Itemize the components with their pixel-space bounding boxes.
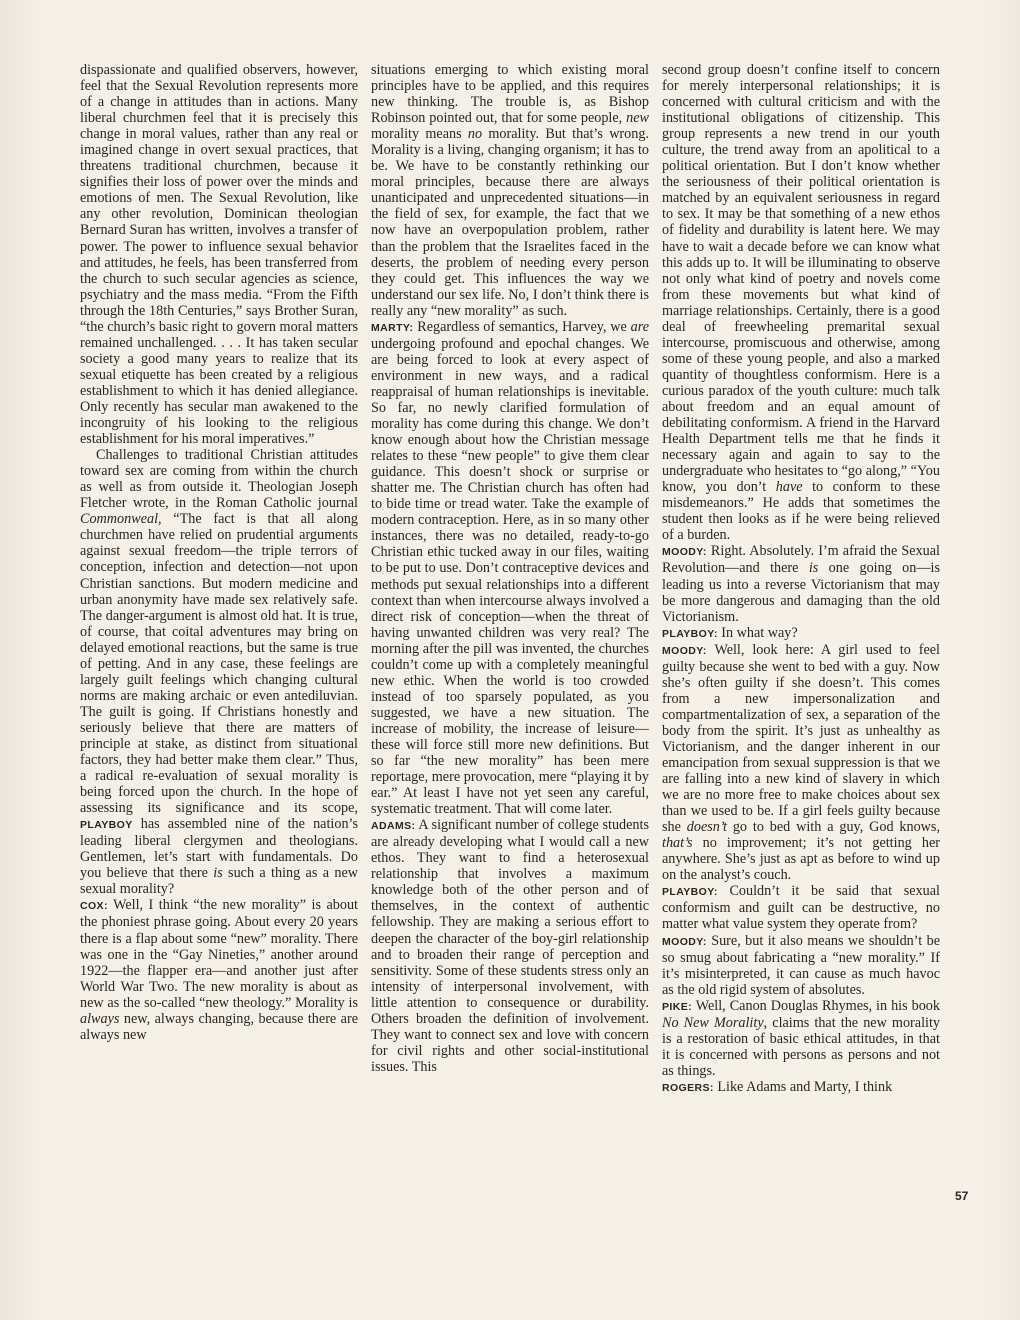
body-text: situations emerging to which existing moral principles have to be applied, and this requires new thinking. The trouble is, as Bishop Robinson pointed out, that for some people, xyxy=(371,62,649,127)
body-text: morality means xyxy=(371,126,468,143)
body-text: new, always changing, because there are always new xyxy=(80,1010,358,1043)
paragraph xyxy=(371,817,649,1075)
body-text: to conform to these misdemeanors.” He adds that sometimes the student then looks as if he were being relieved of a burden. xyxy=(662,479,940,544)
body-text: Well, look here: A girl used to feel guilty because she went to bed with a guy. Now she’s often guilty if she doesn’t. This comes from a new impersonalization and compartmentalization of sex, a separation of the body from the spirit. It’s just as unhealthy as Victorianism, and the danger inherent in our emancipation from sexual suppression is that we are falling into a new kind of slavery in which we are no more free to make choices about sex than we used to be. If a girl feels guilty because she xyxy=(662,641,940,836)
body-text: Right. Absolutely. I’m afraid the Sexual Revolution—and there xyxy=(662,543,940,577)
speaker-label: MARTY: xyxy=(371,321,414,334)
body-text: second group doesn’t confine itself to concern for merely interpersonal relationships; it is concerned with cultural criticism and with the institutional obligations of citizenship. This group represents a new trend in our youth culture, the trend away from an apolitical to a political orientation. But I don’t know whether the seriousness of their political orientation is matched by an equivalent seriousness in regard to sex. It may be that something of a new ethos of fidelity and durability is latent here. We may have to wait a decade before we can know what this adds up to. It will be illuminating to observe not only what kind of poetry and novels come from these movements but what kind of marriage relationships. Certainly, there is a good deal of freewheeling premarital sexual intercourse, promiscuous and otherwise, among some of these young people, and also a marked quantity of thoughtless conformism. Here is a curious paradox of the youth culture: much talk about freedom and an equal amount of debilitating conformism. A friend in the Harvard Health Department tells me that he finds it necessary again and again to say to the undergraduate who hesitates to “go along,” “You know, you don’t xyxy=(662,62,940,496)
column-3 xyxy=(662,62,940,1262)
emphasis-text: are xyxy=(630,318,649,335)
body-text: In what way? xyxy=(717,624,798,641)
paragraph xyxy=(662,883,940,932)
body-text: undergoing profound and epochal changes. We are being forced to look at every aspect of environment in new ways, and a radical reappraisal of human relationships is inevitable. So far, no newly clarified formulation of morality has come during this change. We don’t know enough about how the Christian message relates to these “new people” to give them clear guidance. This doesn’t shock or surprise or shatter me. The Christian church has often had to bide time or tread water. Take the example of modern contraception. Here, as in so many other instances, there was no detailed, ready-to-go Christian ethic tucked away in our files, waiting to be put to use. Don’t contraceptive devices and methods put sexual relationships into a different context than when intercourse always involved a direct risk of conception—when the threat of having unwanted children was very real? The morning after the pill was invented, the churches couldn’t come up with a completely meaningful new ethic. When the world is too crowded instead of too sparsely populated, as you suggested, we have a new situation. The increase of mobility, the increase of leisure—these will force still more new definitions. But so far “the new morality” has been mere reportage, mere provocation, mere “playing it by ear.” At least I have not yet seen any careful, systematic treatment. That will come later. xyxy=(371,335,649,818)
emphasis-text: no xyxy=(467,126,483,143)
paragraph xyxy=(662,642,940,884)
body-text: A significant number of college students are already developing what I would call a new ethos. They want to find a heterosexual relationship that involves a maximum knowledge both of the other person and of themselves, in the context of authentic fellowship. They are making a serious effort to deepen the character of the boy-girl relationship and to broaden their range of perception and sensitivity. Some of these students stress only an intensity of interpersonal involvement, with little attention to consequence or durability. Others broaden the definition of involvement. They want to connect sex and love with concern for civil rights and other social-institutional issues. This xyxy=(371,817,649,1075)
paragraph xyxy=(662,543,940,624)
body-text: Couldn’t it be said that sexual conformism and guilt can be destructive, no matter what value system they operate from? xyxy=(662,883,940,933)
emphasis-text: Commonweal xyxy=(80,511,159,528)
emphasis-text: that’s xyxy=(662,835,693,852)
emphasis-text: new xyxy=(626,110,649,127)
body-text: , “The fact is that all along churchmen have relied on prudential arguments against sexual freedom—the triple terrors of conception, infection and detection—not upon Christian sanctions. But modern medicine and urban anonymity have made sex relatively safe. The danger-argument is almost old hat. It is true, of course, that coital adventures may bring on delayed emotional reactions, but the same is true of petting. And in any case, these feelings are largely guilt feelings which changing cultural norms are making archaic or even antediluvian. The guilt is going. If Christians honestly and seriously believe that there are matters of principle at stake, as distinct from situational factors, they had better make them clear.” Thus, a radical re-evaluation of sexual morality is being forced upon the church. In the hope of assessing its significance and its scope, xyxy=(80,511,358,817)
paragraph xyxy=(662,998,940,1079)
article-columns xyxy=(80,62,940,1262)
paragraph xyxy=(80,897,358,1042)
body-text: dispassionate and qualified observers, however, feel that the Sexual Revolution represents more of a change in attitudes than in actions. Many liberal churchmen feel that it is precisely this change in moral values, rather than any real or imagined change in overt sexual practices, that threatens traditional churchmen, because it signifies their loss of power over the minds and emotions of men. The Sexual Revolution, like any other revolution, Dominican theologian Bernard Suran has written, involves a transfer of power. The power to influence sexual behavior and attitudes, he feels, has been transferred from the church to such secular agencies as science, psychiatry and the mass media. “From the Fifth through the 18th Centuries,” says Brother Suran, “the church’s basic right to govern moral matters remained unchallenged. . . . It has taken secular society a good many years to realize that its sexual etiquette has been created by a religious establishment to which it has denied allegiance. Only recently has secular man awakened to the incongruity of his looking to the religious establishment for his moral imperatives.” xyxy=(80,62,358,448)
page-number: 57 xyxy=(955,1189,969,1203)
speaker-label: MOODY: xyxy=(662,935,707,948)
body-text: go to bed with a guy, God knows, xyxy=(726,819,940,836)
emphasis-text: always xyxy=(80,1010,120,1027)
body-text: Sure, but it also means we shouldn’t be so smug about fabricating a “new morality.” If it’s misinterpreted, it can cause as much havoc as the old rigid system of absolutes. xyxy=(662,932,940,998)
body-text: Challenges to traditional Christian attitudes toward sex are coming from within the church as well as from outside it. Theologian Joseph Fletcher wrote, in the Roman Catholic journal xyxy=(80,447,358,512)
speaker-label: PLAYBOY: xyxy=(662,886,718,899)
speaker-label: MOODY: xyxy=(662,546,707,559)
publication-name: PLAYBOY xyxy=(80,819,133,832)
body-text: Well, I think “the new morality” is about the phoniest phrase going. About every 20 years there is a flap about some “new” morality. There was one in the “Gay Nineties,” another around 1922—the flapper era—and another just after World War Two. The new morality is about as new as the so-called “new theology.” Morality is xyxy=(80,897,358,1011)
paragraph xyxy=(662,625,940,642)
body-text: , claims that the new morality is a restoration of basic ethical attitudes, in that it is concerned with persons as persons and not as things. xyxy=(662,1014,940,1079)
speaker-label: PIKE: xyxy=(662,1000,693,1013)
emphasis-text: have xyxy=(775,479,803,496)
column-2 xyxy=(371,62,649,1262)
body-text: Well, Canon Douglas Rhymes, in his book xyxy=(692,997,940,1014)
body-text: morality. But that’s wrong. Morality is a living, changing organism; it has to be. We have to be constantly rethinking our moral principles, because there are always unanticipated and unprecedented situations—in the field of sex, for example, the fact that we now have an overpopulation problem, rather than the problem that the Israelites faced in the deserts, the problem of needing every person they could get. This influences the way we understand our sex life. No, I don’t think there is really any “new morality” as such. xyxy=(371,126,649,319)
emphasis-text: doesn’t xyxy=(686,819,727,836)
paragraph xyxy=(80,447,358,897)
body-text: Regardless of semantics, Harvey, we xyxy=(413,318,631,335)
paragraph xyxy=(662,933,940,998)
body-text: such a thing as a new sexual morality? xyxy=(80,865,358,898)
speaker-label: COX: xyxy=(80,900,108,913)
body-text: one going on—is leading us into a reverse Victorianism that may be more dangerous and damaging than the old Victorianism. xyxy=(662,560,940,625)
body-text: no improvement; it’s not getting her anywhere. She’s just as apt as before to wind up on the analyst’s couch. xyxy=(662,835,940,884)
paragraph xyxy=(662,1079,940,1096)
paragraph xyxy=(662,62,940,543)
speaker-label: PLAYBOY: xyxy=(662,627,718,640)
emphasis-text: is xyxy=(808,560,819,577)
body-text: has assembled nine of the nation’s leading liberal clergymen and theologians. Gentlemen, let’s start with fundamentals. Do you believe that there xyxy=(80,816,358,882)
column-1 xyxy=(80,62,358,1262)
speaker-label: MOODY: xyxy=(662,644,707,657)
paragraph xyxy=(371,62,649,319)
paragraph xyxy=(371,319,649,817)
speaker-label: ROGERS: xyxy=(662,1081,714,1094)
paragraph xyxy=(80,62,358,447)
emphasis-text: No New Morality xyxy=(662,1014,764,1031)
body-text: Like Adams and Marty, I think xyxy=(713,1078,893,1095)
speaker-label: ADAMS: xyxy=(371,820,416,833)
emphasis-text: is xyxy=(213,865,223,882)
